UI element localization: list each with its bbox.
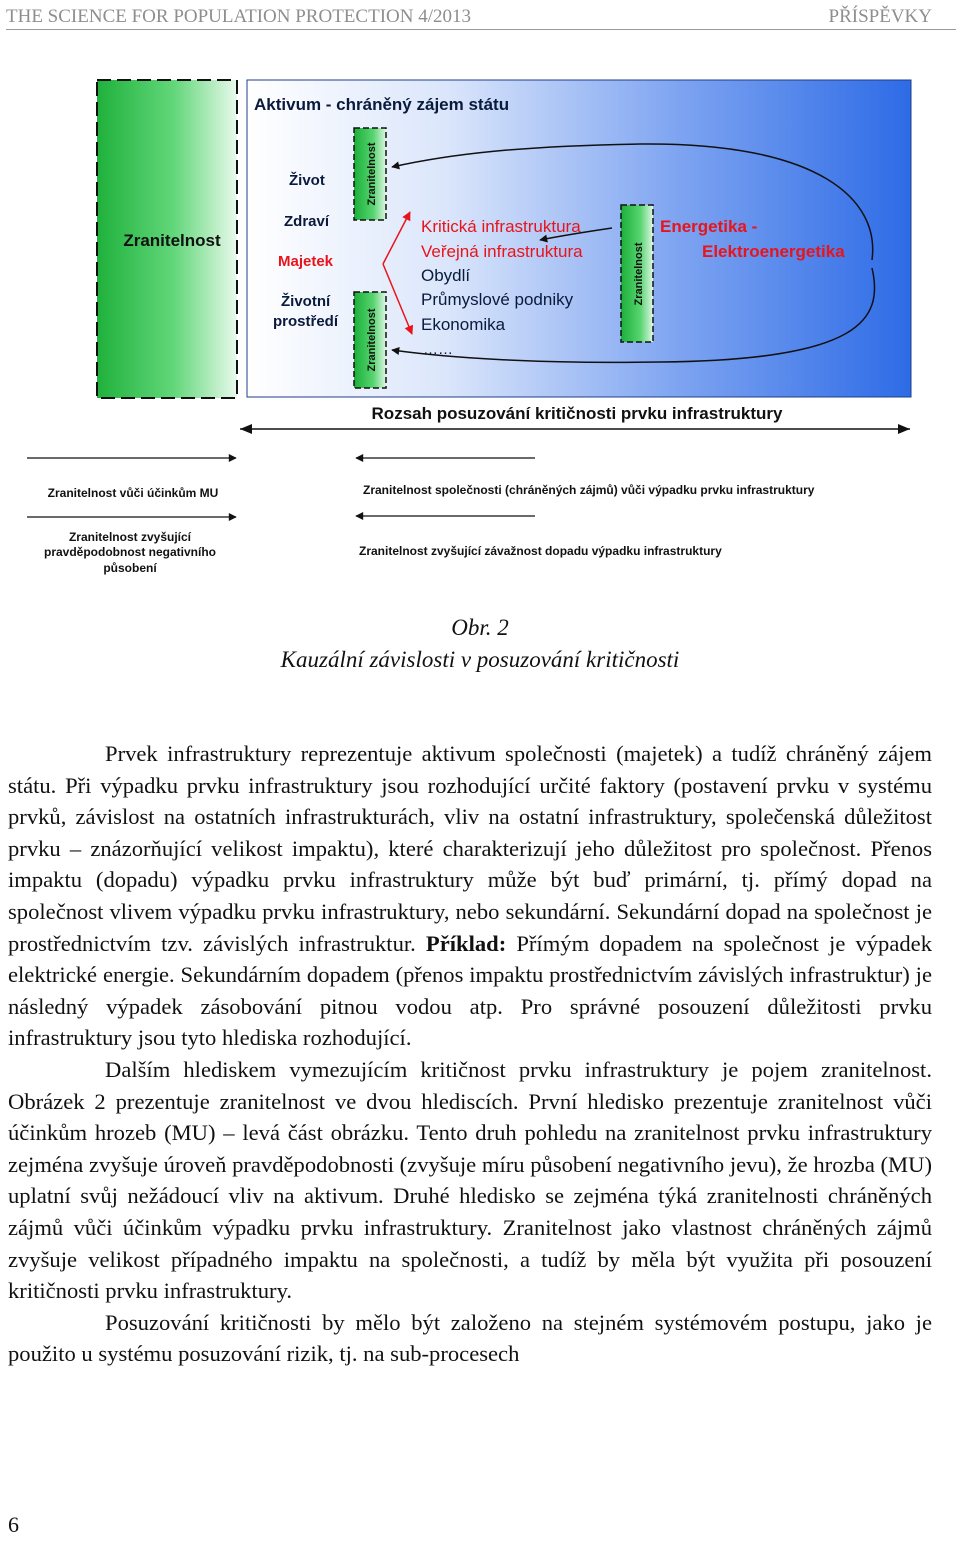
vulnerability-panel-label: Zranitelnost xyxy=(123,231,221,250)
vulnerability-bar-bottom-label: Zranitelnost xyxy=(366,308,378,372)
infra-prumyslove: Průmyslové podniky xyxy=(421,290,574,309)
asset-zivot: Život xyxy=(289,172,325,189)
left-arrow-2-label-line2: pravděpodobnost negativního xyxy=(43,545,217,559)
figure-caption xyxy=(0,612,960,676)
infra-verejna: Veřejná infrastruktura xyxy=(421,242,583,261)
left-arrow-2-label-line1: Zranitelnost zvyšující xyxy=(68,530,192,544)
elektroenergetika-label: Elektroenergetika xyxy=(702,242,845,261)
scope-arrowhead-right xyxy=(898,424,910,434)
vulnerability-bar-top xyxy=(354,128,386,220)
energetika-label: Energetika - xyxy=(660,217,758,236)
asset-majetek: Majetek xyxy=(278,253,334,270)
paragraph-2: Dalším hlediskem vymezujícím kritičnost prvku infrastruktury je pojem zranitelnost. Obrázek 2 prezentuje zranitelnost ve dvou hlediscích. První hledisko prezentuje zranitelnost vůči účinkům hrozeb (MU) – levá část obrázku. Tento druh pohledu na zranitelnost prvku infrastruktury zejména zvyšuje úroveň pravděpodobnosti (zvyšuje míru působení negativního jevu), že hrozba (MU) uplatní svůj nežádoucí vliv na aktivum. Druhé hledisko se zejména týká zranitelnosti chráněných zájmů vůči účinkům výpadku prvku infrastruktury. Zranitelnost jako vlastnost chráněných zájmů zvyšuje velikost případného impaktu na společnosti, a tudíž by měla být využita při posouzení kritičnosti prvku infrastruktury. xyxy=(8,1056,932,1304)
vulnerability-bar-bottom xyxy=(354,292,386,388)
scope-label: Rozsah posuzování kritičnosti prvku infrastruktury xyxy=(371,404,783,423)
paragraph-1 xyxy=(8,738,932,1054)
vulnerability-bar-top-label: Zranitelnost xyxy=(366,142,378,206)
paragraph-1-part-b: Přímým dopadem na společnost je výpadek elektrické energie. Sekundárním dopadem (přenos impaktu prostřednictvím závislých infrastruktur) je následný výpadek zásobování pitnou vodou atp. Pro správné posouzení důležitosti prvku infrastruktury jsou tyto hlediska rozhodující. xyxy=(8,930,932,1051)
infra-obydli: Obydlí xyxy=(421,266,471,285)
infra-ellipsis: …… xyxy=(423,341,453,358)
running-header xyxy=(6,4,956,30)
body-text xyxy=(8,738,932,1370)
asset-panel-title: Aktivum - chráněný zájem státu xyxy=(254,95,510,114)
left-arrow-2-label-line3: působení xyxy=(103,561,157,575)
paragraph-3: Posuzování kritičnosti by mělo být založeno na stejném systémovém postupu, jako je použito u systému posuzování rizik, tj. na sub-procesech xyxy=(8,1309,932,1367)
paragraph-1-part-a: Prvek infrastruktury reprezentuje aktivum společnosti (majetek) a tudíž chráněný zájem státu. Při výpadku prvku infrastruktury jsou rozhodující určité faktory (postavení prvku v systému prvků, závislost na ostatních infrastrukturách, vliv na ostatní infrastruktury, společenská důležitost prvku – znázorňující velikost impaktu), které charakterizují jeho důležitost pro společnost. Přenos impaktu (dopadu) výpadku prvku infrastruktury může být buď primární, tj. přímý dopad na společnost vlivem výpadku prvku infrastruktury, nebo sekundární. Sekundární dopad na společnost je prostřednictvím tzv. závislých infrastruktur. xyxy=(8,741,932,956)
journal-title: THE SCIENCE FOR POPULATION PROTECTION 4/2013 xyxy=(6,6,471,27)
caption-number: Obr. 2 xyxy=(451,615,509,640)
infra-ekonomika: Ekonomika xyxy=(421,315,506,334)
left-arrow-1-label: Zranitelnost vůči účinkům MU xyxy=(47,486,219,500)
page-number: 6 xyxy=(8,1512,19,1537)
asset-prostredi: prostředí xyxy=(273,313,339,330)
example-label: Příklad: xyxy=(425,930,507,956)
section-title: PŘÍSPĚVKY xyxy=(828,6,932,27)
figure-causal-diagram xyxy=(0,60,960,590)
infra-kriticka: Kritická infrastruktura xyxy=(421,217,581,236)
scope-arrowhead-left xyxy=(240,424,252,434)
right-arrow-1-label: Zranitelnost společnosti (chráněných zájmů) vůči výpadku prvku infrastruktury xyxy=(363,483,815,497)
diagram-svg xyxy=(0,60,960,590)
asset-zivotni: Životní xyxy=(281,293,331,310)
asset-zdravi: Zdraví xyxy=(284,213,330,230)
right-arrow-2-label: Zranitelnost zvyšující závažnost dopadu výpadku infrastruktury xyxy=(359,544,722,558)
caption-title: Kauzální závislosti v posuzování kritičnosti xyxy=(280,647,680,672)
vulnerability-bar-right-label: Zranitelnost xyxy=(633,242,645,306)
vulnerability-bar-right xyxy=(621,205,653,342)
asset-panel xyxy=(247,80,911,397)
